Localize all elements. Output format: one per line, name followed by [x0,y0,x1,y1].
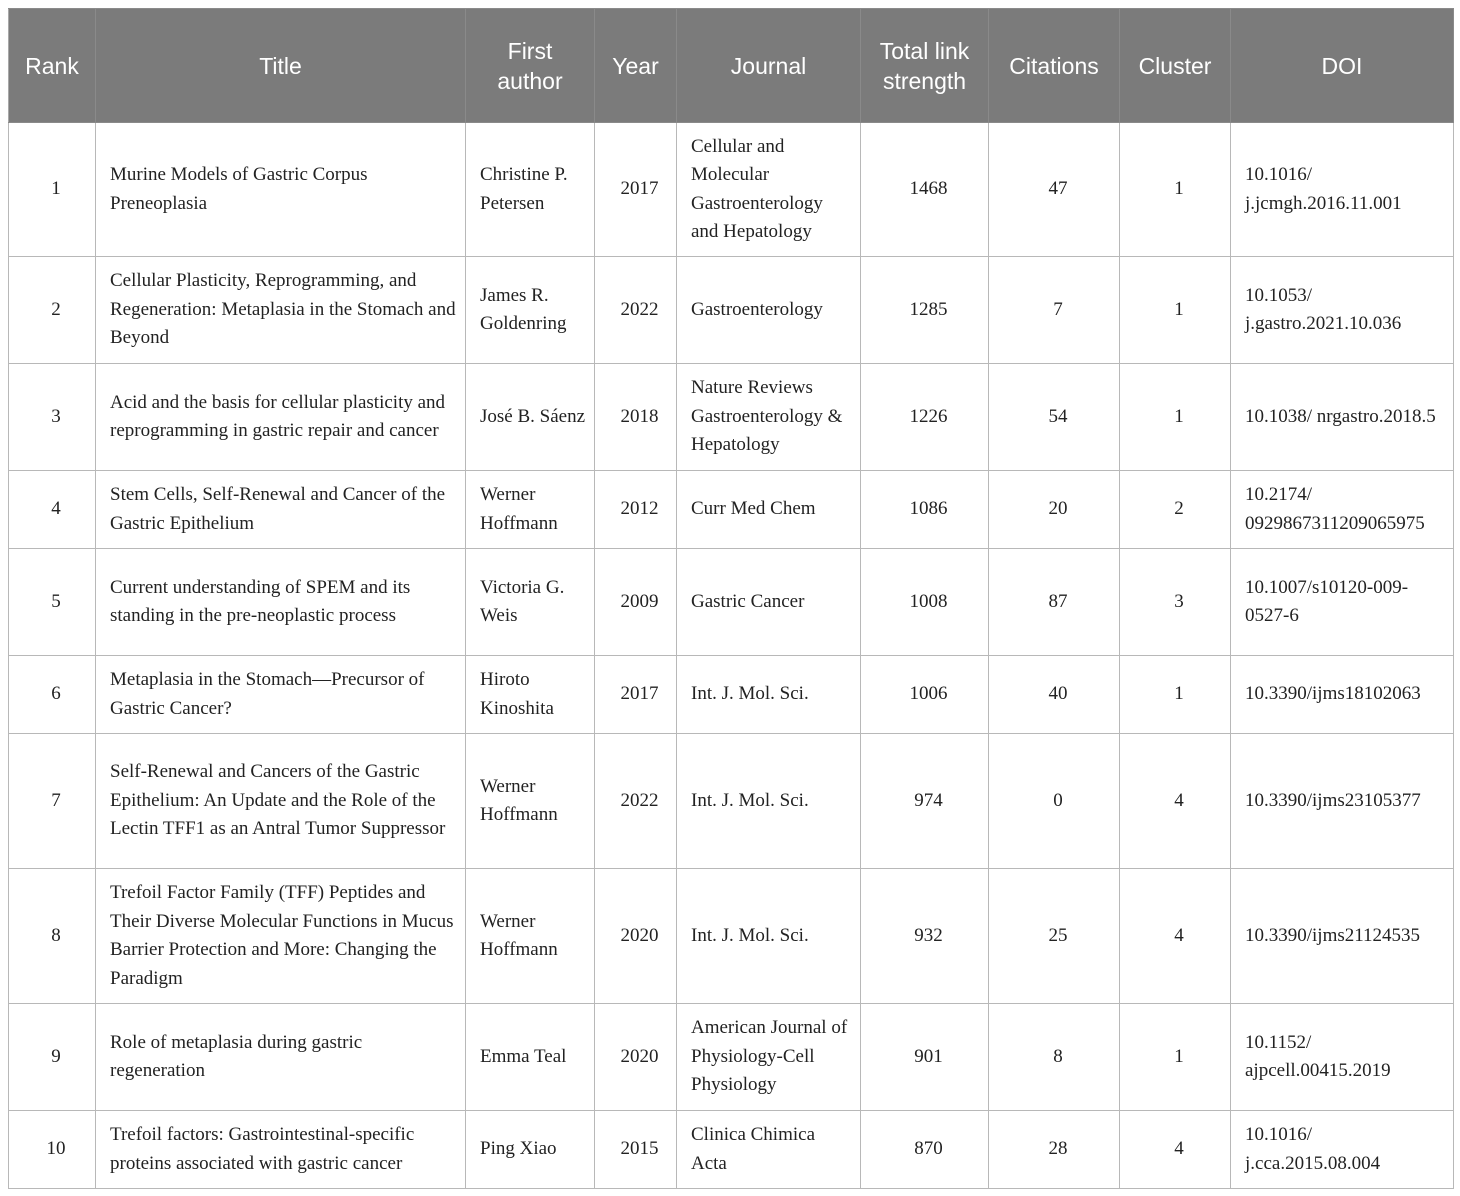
cell-title: Cellular Plasticity, Reprogramming, and Regeneration: Metaplasia in the Stomach and Beyond [96,257,466,364]
cell-year: 2017 [595,656,677,734]
cell-year: 2012 [595,471,677,549]
cell-first-author: José B. Sáenz [466,364,595,471]
table-row [9,869,1454,1004]
cell-citations: 7 [989,257,1120,364]
cell-cluster: 1 [1120,257,1231,364]
cell-citations: 25 [989,869,1120,1004]
cell-rank: 3 [9,364,96,471]
cell-first-author: Werner Hoffmann [466,869,595,1004]
cell-cluster: 4 [1120,1111,1231,1189]
cell-journal: Nature Reviews Gastroenterology & Hepatology [677,364,861,471]
cell-total-link-strength: 932 [861,869,989,1004]
header-journal: Journal [677,9,861,123]
cell-cluster: 4 [1120,869,1231,1004]
cell-doi: 10.2174/ 092986731120906​5975 [1231,471,1454,549]
cell-year: 2022 [595,257,677,364]
cell-year: 2022 [595,734,677,869]
cell-citations: 47 [989,123,1120,257]
cell-title: Trefoil factors: Gastrointestinal-specific proteins associated with gastric cancer [96,1111,466,1189]
cell-cluster: 1 [1120,1004,1231,1111]
header-rank: Rank [9,9,96,123]
cell-cluster: 3 [1120,549,1231,656]
cell-year: 2017 [595,123,677,257]
cell-total-link-strength: 1008 [861,549,989,656]
table-row [9,1004,1454,1111]
cell-doi: 10.1016/ j.cca.2015.08.004 [1231,1111,1454,1189]
cell-total-link-strength: 1468 [861,123,989,257]
cell-citations: 0 [989,734,1120,869]
cell-first-author: Werner Hoffmann [466,734,595,869]
cell-first-author: Victoria G. Weis [466,549,595,656]
cell-year: 2009 [595,549,677,656]
cell-title: Metaplasia in the Stomach—Precursor of Gastric Cancer? [96,656,466,734]
cell-journal: Int. J. Mol. Sci. [677,869,861,1004]
cell-rank: 5 [9,549,96,656]
table-row [9,364,1454,471]
cell-rank: 1 [9,123,96,257]
cell-citations: 87 [989,549,1120,656]
cell-rank: 9 [9,1004,96,1111]
top-cited-papers-table [8,8,1454,1189]
cell-doi: 10.3390/ijms18102063 [1231,656,1454,734]
cell-journal: Gastroenterology [677,257,861,364]
cell-title: Trefoil Factor Family (TFF) Peptides and Their Diverse Molecular Functions in Mucus Barrier Protection and More: Changing the Paradigm [96,869,466,1004]
cell-year: 2020 [595,869,677,1004]
cell-rank: 4 [9,471,96,549]
cell-first-author: Emma Teal [466,1004,595,1111]
cell-cluster: 1 [1120,656,1231,734]
table-row [9,549,1454,656]
cell-citations: 20 [989,471,1120,549]
cell-first-author: Christine P. Petersen [466,123,595,257]
table-row [9,1111,1454,1189]
cell-total-link-strength: 1006 [861,656,989,734]
cell-doi: 10.3390/ijms21124535 [1231,869,1454,1004]
cell-journal: Clinica Chimica Acta [677,1111,861,1189]
cell-journal: American Journal of Physiology-Cell Physiology [677,1004,861,1111]
table-row [9,471,1454,549]
cell-cluster: 2 [1120,471,1231,549]
cell-rank: 2 [9,257,96,364]
cell-journal: Curr Med Chem [677,471,861,549]
table-header [9,9,1454,123]
cell-rank: 7 [9,734,96,869]
table-row [9,257,1454,364]
cell-title: Murine Models of Gastric Corpus Preneoplasia [96,123,466,257]
header-row [9,9,1454,123]
cell-journal: Int. J. Mol. Sci. [677,734,861,869]
cell-rank: 6 [9,656,96,734]
cell-title: Current understanding of SPEM and its standing in the pre-neoplastic process [96,549,466,656]
cell-doi: 10.1016/ j.jcmgh.2016.11.001 [1231,123,1454,257]
cell-total-link-strength: 1086 [861,471,989,549]
header-total-link-strength: Total link strength [861,9,989,123]
cell-rank: 10 [9,1111,96,1189]
cell-citations: 28 [989,1111,1120,1189]
table-row [9,656,1454,734]
cell-total-link-strength: 974 [861,734,989,869]
header-first-author: First author [466,9,595,123]
cell-doi: 10.1038/ nrgastro.2018.5 [1231,364,1454,471]
header-doi: DOI [1231,9,1454,123]
header-title: Title [96,9,466,123]
cell-total-link-strength: 1226 [861,364,989,471]
cell-citations: 40 [989,656,1120,734]
table-row [9,123,1454,257]
cell-year: 2020 [595,1004,677,1111]
cell-first-author: Ping Xiao [466,1111,595,1189]
cell-journal: Cellular and Molecular Gastroenterology and Hepatology [677,123,861,257]
cell-journal: Gastric Cancer [677,549,861,656]
cell-doi: 10.3390/ijms23105377 [1231,734,1454,869]
cell-title: Role of metaplasia during gastric regeneration [96,1004,466,1111]
cell-title: Stem Cells, Self-Renewal and Cancer of the Gastric Epithelium [96,471,466,549]
cell-cluster: 1 [1120,123,1231,257]
cell-first-author: Hiroto Kinoshita [466,656,595,734]
cell-citations: 8 [989,1004,1120,1111]
header-citations: Citations [989,9,1120,123]
cell-total-link-strength: 870 [861,1111,989,1189]
cell-citations: 54 [989,364,1120,471]
cell-year: 2015 [595,1111,677,1189]
header-year: Year [595,9,677,123]
cell-journal: Int. J. Mol. Sci. [677,656,861,734]
cell-total-link-strength: 1285 [861,257,989,364]
cell-year: 2018 [595,364,677,471]
cell-first-author: Werner Hoffmann [466,471,595,549]
cell-first-author: James R. Goldenring [466,257,595,364]
cell-doi: 10.1007/s10120-009-0527-6 [1231,549,1454,656]
cell-title: Acid and the basis for cellular plasticity and reprogramming in gastric repair and cancer [96,364,466,471]
cell-cluster: 1 [1120,364,1231,471]
cell-doi: 10.1152/ ajpcell.00415.2019 [1231,1004,1454,1111]
table-row [9,734,1454,869]
table-body [9,123,1454,1189]
cell-doi: 10.1053/ j.gastro.2021.10.036 [1231,257,1454,364]
cell-title: Self-Renewal and Cancers of the Gastric Epithelium: An Update and the Role of the Lectin TFF1 as an Antral Tumor Suppressor [96,734,466,869]
cell-cluster: 4 [1120,734,1231,869]
cell-rank: 8 [9,869,96,1004]
header-cluster: Cluster [1120,9,1231,123]
cell-total-link-strength: 901 [861,1004,989,1111]
